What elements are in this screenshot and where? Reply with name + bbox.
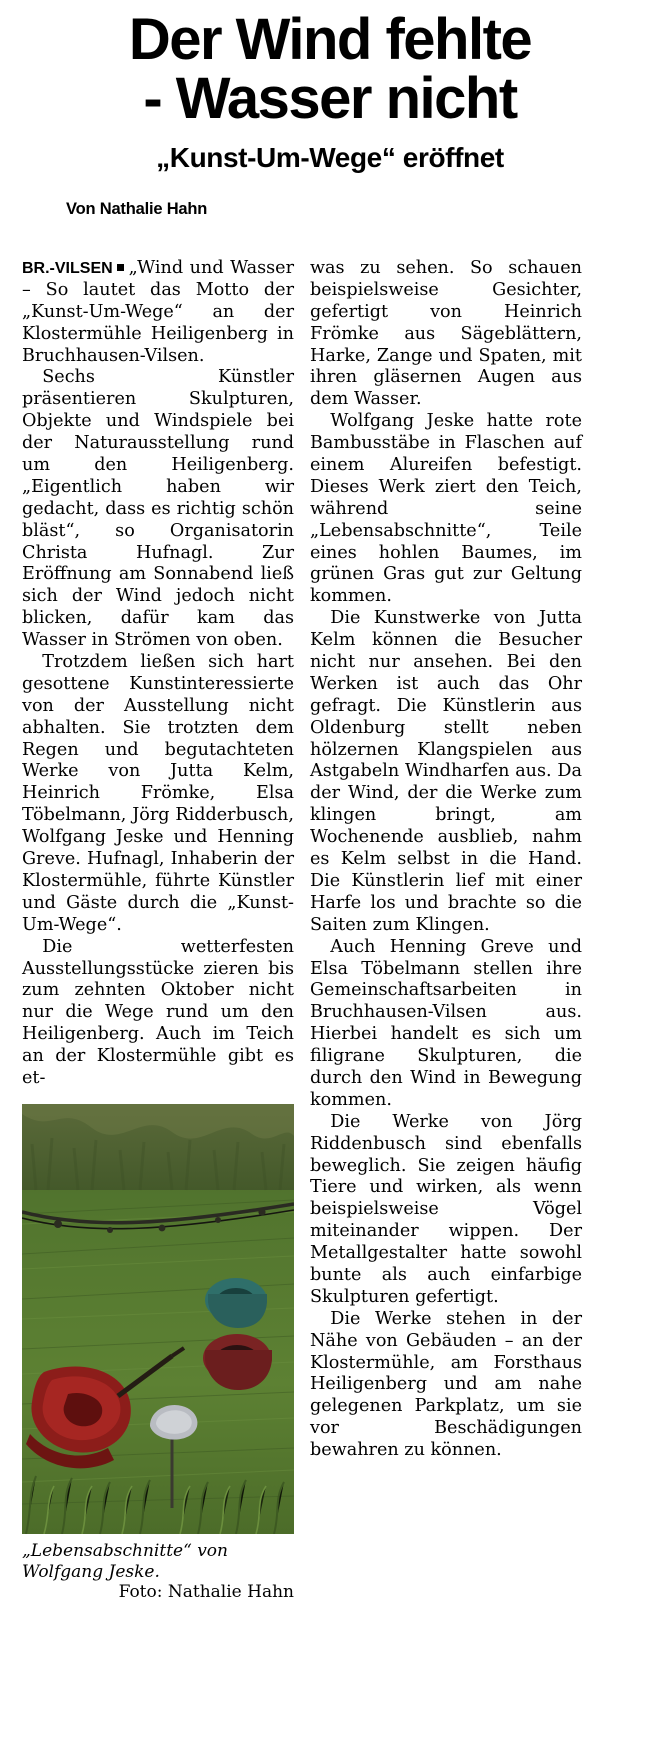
paragraph xyxy=(310,1309,582,1462)
paragraph-text: Die wetterfesten Ausstellungsstücke zieren bis zum zehnten Oktober nicht nur die Wege rund um den Heiligenberg. Auch im Teich an der Klostermühle gibt es et- xyxy=(22,936,294,1088)
right-column xyxy=(310,258,582,1603)
paragraph xyxy=(310,411,582,608)
paragraph xyxy=(22,652,294,937)
paragraph-text: Die Werke von Jörg Riddenbusch sind ebenfalls beweglich. Sie zeigen häufig Tiere und wirken, als wenn beispielsweise Vögel miteinander wippen. Der Metallgestalter hatte sowohl bunte als auch einfarbige Skulpturen gefertigt. xyxy=(310,1111,582,1307)
article-columns xyxy=(22,258,632,1603)
paragraph xyxy=(310,608,582,936)
photo-caption xyxy=(22,1541,294,1603)
paragraph-text: „Wind und Wasser – So lautet das Motto der „Kunst-Um-Wege“ an der Klostermühle Heiligenberg in Bruchhausen-Vilsen. xyxy=(22,258,294,366)
byline: Von Nathalie Hahn xyxy=(66,200,208,219)
subheadline: „Kunst-Um-Wege“ eröffnet xyxy=(156,142,504,174)
paragraph-text: Trotzdem ließen sich hart gesottene Kunstinteressierte von der Ausstellung nicht abhalten. Sie trotzten dem Regen und begutachteten Werke von Jutta Kelm, Heinrich Frömke, Elsa Töbelmann, Jörg Ridderbusch, Wolfgang Jeske und Henning Greve. Hufnagl, Inhaberin der Klostermühle, führte Künstler und Gäste durch die „Kunst-Um-Wege“. xyxy=(22,652,294,935)
left-column xyxy=(22,258,294,1603)
photo-credit: Foto: Nathalie Hahn xyxy=(118,1582,294,1603)
dateline-place: BR.-VILSEN xyxy=(22,260,113,277)
headline-line-1: Der Wind fehlte xyxy=(128,7,532,72)
paragraph xyxy=(310,937,582,1112)
photo-block xyxy=(22,1104,294,1603)
paragraph-text: Die Kunstwerke von Jutta Kelm können die Besucher nicht nur ansehen. Bei den Werken ist auch das Ohr gefragt. Die Künstlerin aus Oldenburg stellt neben hölzernen Klangspielen aus Astgabeln Windharfen aus. Da der Wind, der die Werke zum klingen bringt, am Wochenende ausblieb, nahm es Kelm selbst in die Hand. Die Künstlerin lief mit einer Harfe los und brachte so die Saiten zum Klingen. xyxy=(310,608,582,935)
headline-block xyxy=(0,0,650,219)
paragraph xyxy=(22,937,294,1090)
paragraph-text: Sechs Künstler präsentieren Skulpturen, Objekte und Windspiele bei der Naturausstellung rund um den Heiligenberg. „Eigentlich haben wir gedacht, dass es richtig schön bläst“, so Organisatorin Christa Hufnagl. Zur Eröffnung am Sonnabend ließ sich der Wind jedoch nicht blicken, dafür kam das Wasser in Strömen von oben. xyxy=(22,367,294,651)
paragraph-text: was zu sehen. So schauen beispielsweise Gesichter, gefertigt von Heinrich Frömke aus Sägeblättern, Harke, Zange und Spaten, mit ihren gläsernen Augen aus dem Wasser. xyxy=(310,258,582,410)
paragraph xyxy=(310,258,582,411)
page-title xyxy=(40,7,620,132)
bullet-square-icon xyxy=(117,264,124,271)
paragraph-text: Die Werke stehen in der Nähe von Gebäuden – an der Klostermühle, am Forsthaus Heiligenberg und am nahe gelegenen Parkplatz, um sie vor Beschädigungen bewahren zu können. xyxy=(310,1308,582,1461)
paragraph-text: Auch Henning Greve und Elsa Töbelmann stellen ihre Gemeinschaftsarbeiten in Bruchhausen-Vilsen aus. Hierbei handelt es sich um filigrane Skulpturen, die durch den Wind in Bewegung kommen. xyxy=(310,936,582,1110)
headline-line-2: - Wasser nicht xyxy=(143,66,517,132)
photo-caption-text: „Lebensabschnitte“ von Wolfgang Jeske. xyxy=(22,1540,228,1582)
paragraph xyxy=(310,1112,582,1309)
lead-paragraph xyxy=(22,258,294,367)
paragraph-text: Wolfgang Jeske hatte rote Bambusstäbe in Flaschen auf einem Alureifen befestigt. Dieses Werk ziert den Teich, während seine „Lebensabschnitte“, Teile eines hohlen Baumes, im grünen Gras gut zur Geltung kommen. xyxy=(310,411,582,607)
grass-field-with-sculptures-photo xyxy=(22,1104,294,1534)
paragraph xyxy=(22,367,294,652)
